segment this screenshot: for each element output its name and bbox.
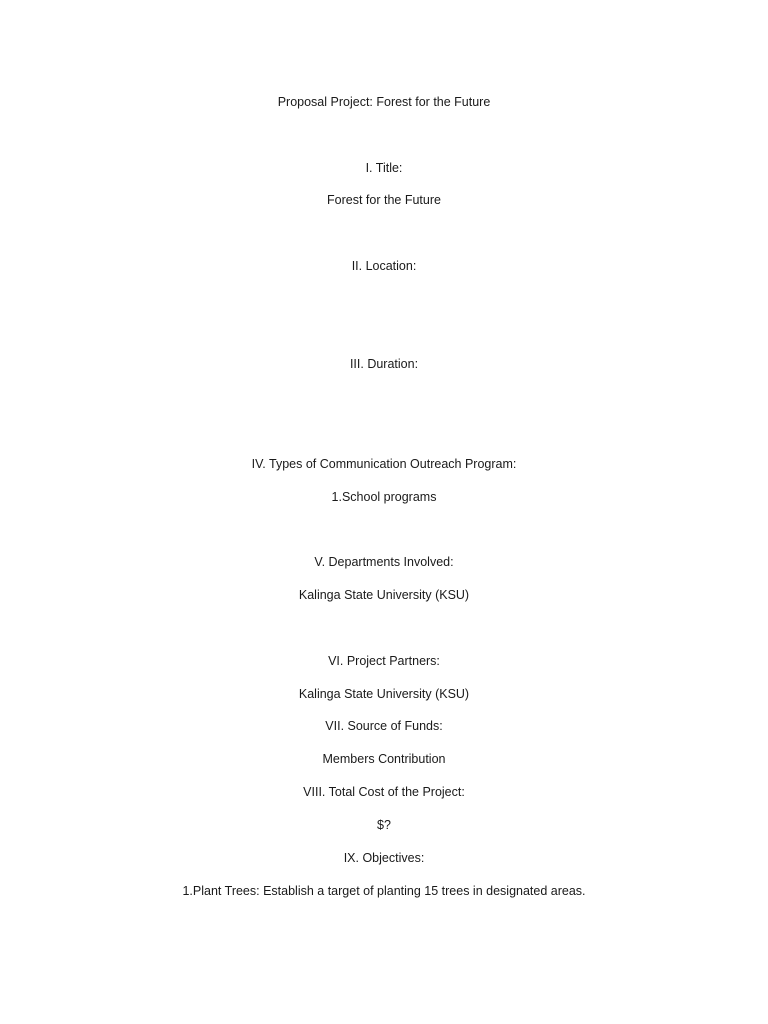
departments-heading: V. Departments Involved: bbox=[314, 555, 454, 569]
funds-heading: VII. Source of Funds: bbox=[325, 719, 443, 733]
location-section-heading: II. Location: bbox=[351, 259, 417, 273]
title-section-content: Forest for the Future bbox=[327, 193, 441, 207]
outreach-types-content: 1.School programs bbox=[331, 490, 437, 504]
partners-heading: VI. Project Partners: bbox=[328, 654, 440, 668]
partners-content: Kalinga State University (KSU) bbox=[298, 687, 470, 701]
duration-section-heading: III. Duration: bbox=[349, 357, 419, 371]
objectives-content: 1.Plant Trees: Establish a target of planting 15 trees in designated areas. bbox=[182, 884, 586, 898]
total-cost-content: $? bbox=[377, 818, 391, 832]
outreach-types-heading: IV. Types of Communication Outreach Program: bbox=[251, 457, 517, 471]
title-section-heading: I. Title: bbox=[365, 161, 403, 175]
document-title: Proposal Project: Forest for the Future bbox=[277, 95, 491, 109]
total-cost-heading: VIII. Total Cost of the Project: bbox=[303, 785, 465, 799]
funds-content: Members Contribution bbox=[322, 752, 446, 766]
objectives-heading: IX. Objectives: bbox=[343, 851, 425, 865]
departments-content: Kalinga State University (KSU) bbox=[298, 588, 470, 602]
